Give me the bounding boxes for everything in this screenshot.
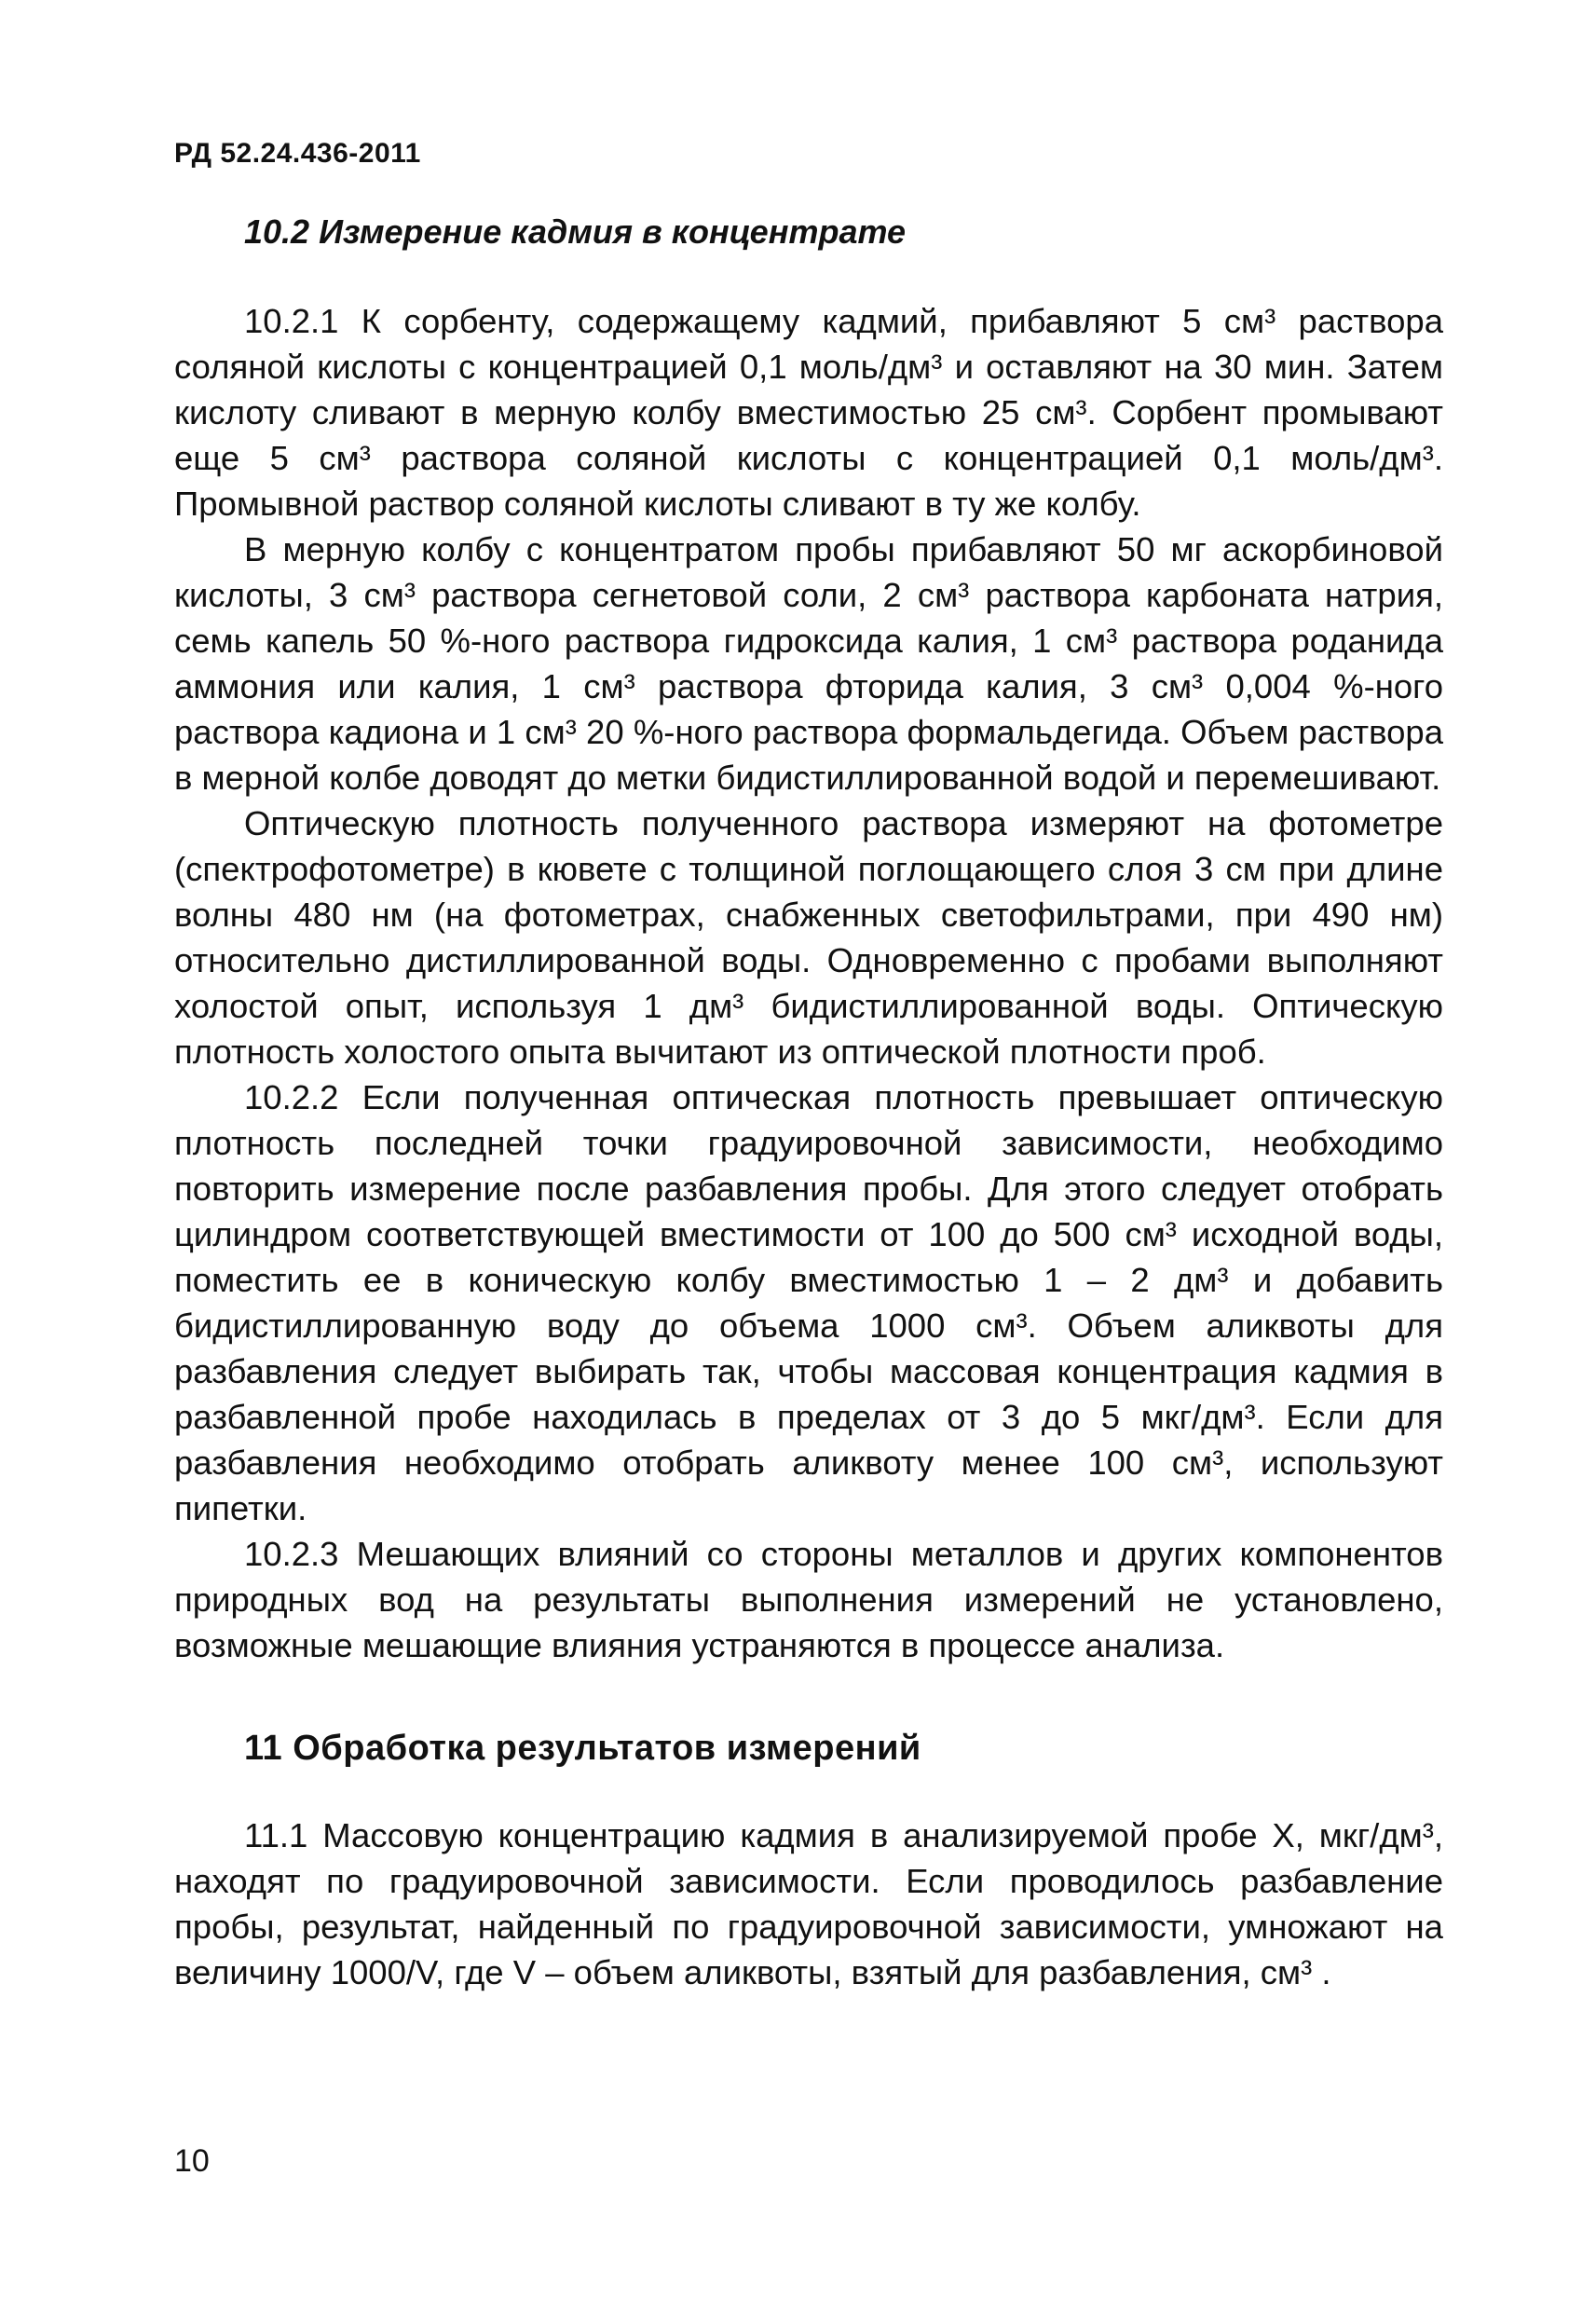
paragraph: 10.2.2 Если полученная оптическая плотность превышает оптическую плотность последней точки градуировочной зависимости, необходимо повторить измерение после разбавления пробы. Для этого следует отобрать цилиндром соответствующей вместимости от 100 до 500 см³ исходной воды, поместить ее в коническую колбу вместимостью 1 – 2 дм³ и добавить бидистиллированную воду до объема 1000 см³. Объем аликвоты для разбавления следует выбирать так, чтобы массовая концентрация кадмия в разбавленной пробе находилась в пределах от 3 до 5 мкг/дм³. Если для разбавления необходимо отобрать аликвоту менее 100 см³, используют пипетки. <box>174 1078 1443 1527</box>
paragraph: В мерную колбу с концентратом пробы прибавляют 50 мг аскорбиновой кислоты, 3 см³ раствора сегнетовой соли, 2 см³ раствора карбоната натрия, семь капель 50 %-ного раствора гидроксида калия, 1 см³ раствора роданида аммония или калия, 1 см³ раствора фторида калия, 3 см³ 0,004 %-ного раствора кадиона и 1 см³ 20 %-ного раствора формальдегида. Объем раствора в мерной колбе доводят до метки бидистиллированной водой и перемешивают. <box>174 530 1443 797</box>
paragraph: Оптическую плотность полученного раствора измеряют на фотометре (спектрофотометре) в кювете с толщиной поглощающего слоя 3 см при длине волны 480 нм (на фотометрах, снабженных светофильтрами, при 490 нм) относительно дистиллированной воды. Одновременно с пробами выполняют холостой опыт, используя 1 дм³ бидистиллированной воды. Оптическую плотность холостого опыта вычитают из оптической плотности проб. <box>174 804 1443 1071</box>
section-10-2-body <box>174 298 1443 1668</box>
section-10-2-heading: 10.2 Измерение кадмия в концентрате <box>244 212 907 251</box>
paragraph: 11.1 Массовую концентрацию кадмия в анализируемой пробе X, мкг/дм³, находят по градуировочной зависимости. Если проводилось разбавление пробы, результат, найденный по градуировочной зависимости, умножают на величину 1000/V, где V – объем аликвоты, взятый для разбавления, см³ . <box>174 1816 1443 1991</box>
section-11-heading: 11 Обработка результатов измерений <box>244 1729 921 1768</box>
paragraph: 10.2.3 Мешающих влияний со стороны металлов и других компонентов природных вод на результаты выполнения измерений не установлено, возможные мешающие влияния устраняются в процессе анализа. <box>174 1535 1443 1664</box>
page-number: 10 <box>174 2143 210 2179</box>
paragraph: 10.2.1 К сорбенту, содержащему кадмий, прибавляют 5 см³ раствора соляной кислоты с концентрацией 0,1 моль/дм³ и оставляют на 30 мин. Затем кислоту сливают в мерную колбу вместимостью 25 см³. Сорбент промывают еще 5 см³ раствора соляной кислоты с концентрацией 0,1 моль/дм³. Промывной раствор соляной кислоты сливают в ту же колбу. <box>174 302 1443 523</box>
section-11-body <box>174 1813 1443 1995</box>
document-code: РД 52.24.436-2011 <box>174 138 421 169</box>
